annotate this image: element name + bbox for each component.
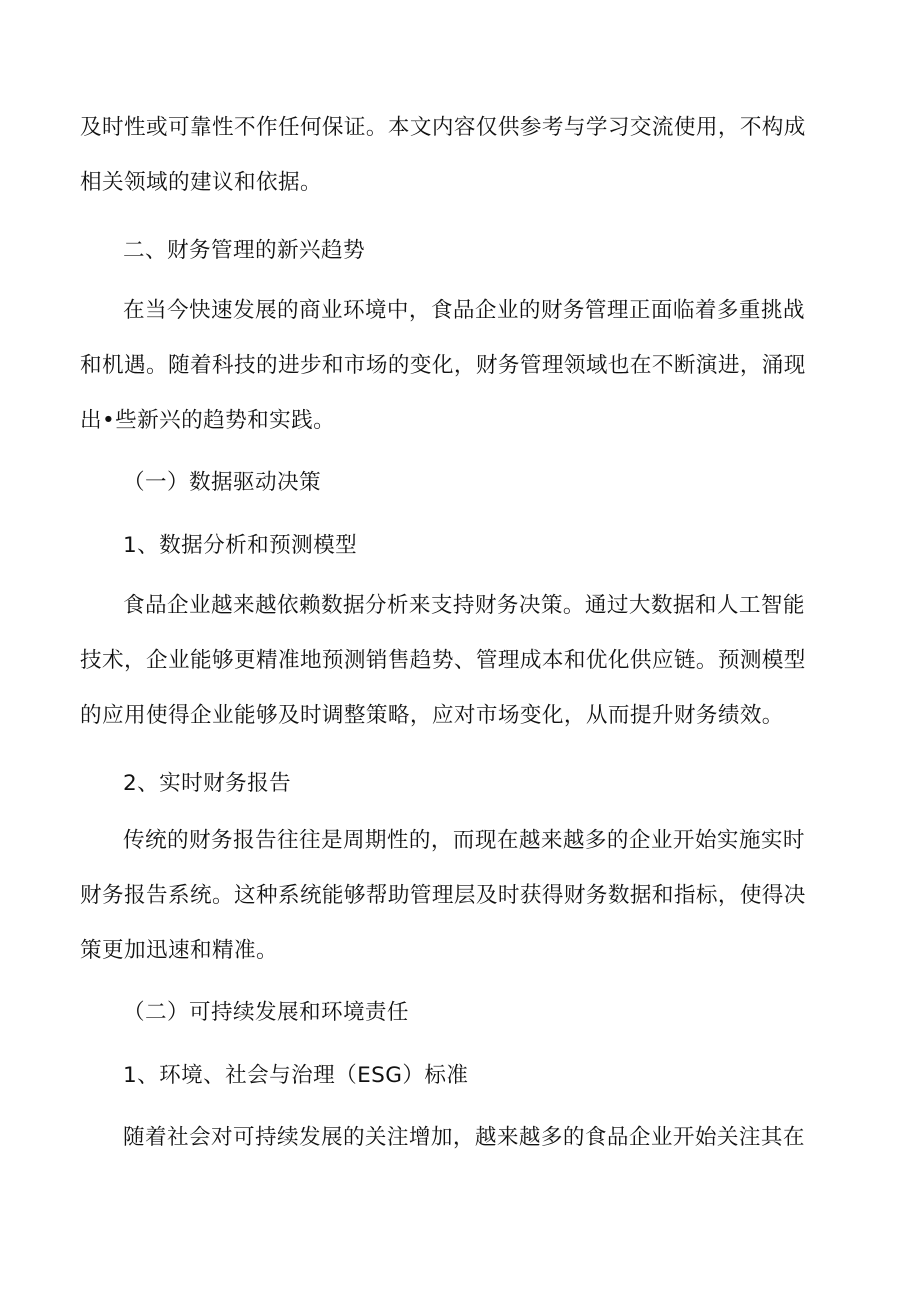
text-line: 食品企业越来越依赖数据分析来支持财务决策。通过大数据和人工智能 — [123, 593, 805, 618]
item-heading-1-1: 1、数据分析和预测模型 — [123, 533, 358, 558]
item-1-1-paragraph — [80, 578, 840, 743]
text-line: 相关领域的建议和依据。 — [80, 170, 322, 195]
text-line: 出•些新兴的趋势和实践。 — [80, 408, 336, 433]
text-line: 和机遇。随着科技的进步和市场的变化，财务管理领域也在不断演进，涌现 — [80, 353, 806, 378]
text-line: 在当今快速发展的商业环境中，食品企业的财务管理正面临着多重挑战 — [123, 298, 805, 323]
subsection-heading-1: （一）数据驱动决策 — [123, 470, 321, 495]
text-line: 财务报告系统。这种系统能够帮助管理层及时获得财务数据和指标，使得决 — [80, 883, 806, 908]
item-2-1-paragraph — [80, 1110, 840, 1165]
item-heading-1-2: 2、实时财务报告 — [123, 771, 292, 796]
subsection-heading-2: （二）可持续发展和环境责任 — [123, 1000, 409, 1025]
text-line: 传统的财务报告往往是周期性的，而现在越来越多的企业开始实施实时 — [123, 828, 805, 853]
item-1-2-paragraph — [80, 813, 840, 978]
intro-paragraph — [80, 100, 840, 210]
text-line: 随着社会对可持续发展的关注增加，越来越多的食品企业开始关注其在 — [123, 1125, 805, 1150]
text-line: 策更加迅速和精准。 — [80, 938, 278, 963]
text-line: 技术，企业能够更精准地预测销售趋势、管理成本和优化供应链。预测模型 — [80, 648, 806, 673]
section-2-paragraph — [80, 283, 840, 448]
text-line: 的应用使得企业能够及时调整策略，应对市场变化，从而提升财务绩效。 — [80, 703, 784, 728]
section-heading-2: 二、财务管理的新兴趋势 — [123, 238, 365, 263]
item-heading-2-1: 1、环境、社会与治理（ESG）标准 — [123, 1063, 469, 1088]
text-line: 及时性或可靠性不作任何保证。本文内容仅供参考与学习交流使用，不构成 — [80, 115, 806, 140]
